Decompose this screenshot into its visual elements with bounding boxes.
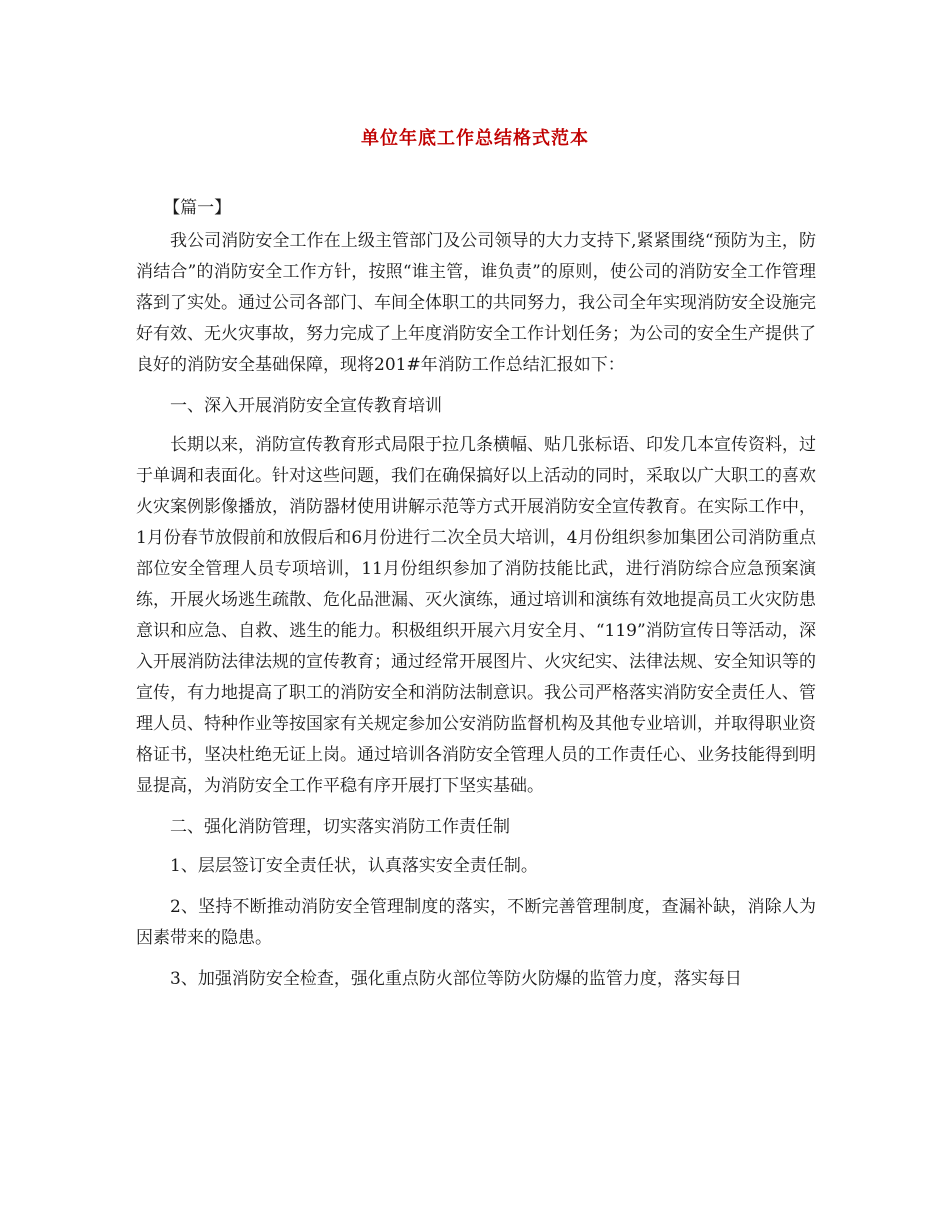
document-body — [136, 193, 816, 1005]
list-item-2: 2、坚持不断推动消防安全管理制度的落实，不断完善管理制度，查漏补缺，消除人为因素带来的隐患。 — [136, 897, 816, 948]
section-heading-1: 一、深入开展消防安全宣传教育培训 — [170, 396, 442, 416]
intro-paragraph: 我公司消防安全工作在上级主管部门及公司领导的大力支持下,紧紧围绕“预防为主，防消结合”的消防安全工作方针，按照“谁主管，谁负责”的原则，使公司的消防安全工作管理落到了实处。通过公司各部门、车间全体职工的共同努力，我公司全年实现消防安全设施完好有效、无火灾事故，努力完成了上年度消防安全工作计划任务；为公司的安全生产提供了良好的消防安全基础保障，现将201#年消防工作总结汇报如下： — [136, 231, 816, 375]
list-item-3: 3、加强消防安全检查，强化重点防火部位等防火防爆的监管力度，落实每日 — [170, 969, 742, 989]
body-paragraph-1: 长期以来，消防宣传教育形式局限于拉几条横幅、贴几张标语、印发几本宣传资料，过于单调和表面化。针对这些问题，我们在确保搞好以上活动的同时，采取以广大职工的喜欢火灾案例影像播放，消防器材使用讲解示范等方式开展消防安全宣传教育。在实际工作中，1月份春节放假前和放假后和6月份进行二次全员大培训，4月份组织参加集团公司消防重点部位安全管理人员专项培训，11月份组织参加了消防技能比武，进行消防综合应急预案演练，开展火场逃生疏散、危化品泄漏、灭火演练，通过培训和演练有效地提高员工火灾防患意识和应急、自救、逃生的能力。积极组织开展六月安全月、“119”消防宣传日等活动，深入开展消防法律法规的宣传教育；通过经常开展图片、火灾纪实、法律法规、安全知识等的宣传，有力地提高了职工的消防安全和消防法制意识。我公司严格落实消防安全责任人、管理人员、特种作业等按国家有关规定参加公安消防监督机构及其他专业培训，并取得职业资格证书，坚决杜绝无证上岗。通过培训各消防安全管理人员的工作责任心、业务技能得到明显提高，为消防安全工作平稳有序开展打下坚实基础。 — [136, 435, 816, 796]
section-tag: 【篇一】 — [163, 198, 232, 218]
document-title: 单位年底工作总结格式范本 — [361, 128, 589, 149]
section-heading-2: 二、强化消防管理，切实落实消防工作责任制 — [170, 817, 510, 837]
list-item-1: 1、层层签订安全责任状，认真落实安全责任制。 — [170, 856, 538, 876]
